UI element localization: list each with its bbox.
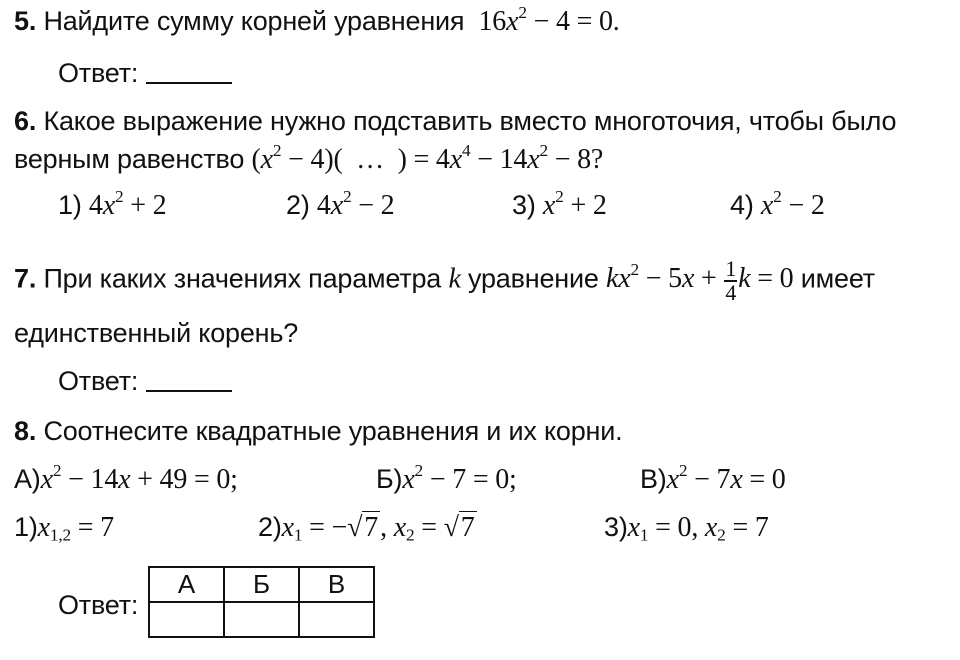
answer-line-7: [58, 366, 232, 397]
equation: $x^2 - 7x = 0$: [666, 460, 786, 495]
equation-v: [640, 460, 786, 496]
table-header-row: [149, 567, 374, 602]
answer-label: Ответ:: [58, 58, 139, 88]
question-text: верным равенство: [14, 144, 245, 174]
answer-label: Ответ:: [58, 366, 139, 396]
answer-blank: [146, 82, 232, 84]
question-text: имеет: [800, 263, 875, 294]
question-text: Соотнесите квадратные уравнения и их корни.: [43, 416, 623, 446]
option-expression: $x^2 + 2$: [542, 186, 607, 221]
root-label: 2): [258, 512, 282, 542]
option-expression: $4x^2 - 2$: [316, 186, 395, 221]
equation: $kx^2 - 5x$ + $\frac{1}{4}$ k = 0: [606, 256, 794, 305]
question-number: 7.: [14, 263, 37, 294]
answer-cell[interactable]: [224, 602, 299, 637]
question-8: [14, 416, 622, 447]
question-text: При каких значениях параметра: [43, 263, 442, 294]
q6-option-1: [58, 186, 167, 222]
q6-option-3: [512, 186, 607, 222]
answer-table: [148, 566, 375, 638]
option-number: 3): [512, 190, 536, 220]
answer-label: Ответ:: [58, 590, 139, 620]
option-expression: $x^2 - 2$: [760, 186, 825, 221]
equation-b: [376, 460, 517, 496]
q6-option-4: [730, 186, 825, 222]
equation-label: В): [640, 464, 667, 494]
equation: $(x^2 - 4)$( … ) = $4x^4 - 14x^2 - 8$?: [251, 140, 604, 175]
equation: $x^2 - 7 = 0$;: [402, 460, 517, 495]
parameter: k: [448, 263, 461, 295]
table-answer-row: [149, 602, 374, 637]
question-number: 5.: [14, 6, 37, 36]
option-expression: $4x^2 + 2$: [88, 186, 167, 221]
table-header: Б: [224, 567, 299, 602]
question-text: уравнение: [467, 263, 599, 294]
roots-3: [604, 512, 769, 544]
option-number: 2): [286, 190, 310, 220]
answer-cell[interactable]: [149, 602, 224, 637]
option-number: 4): [730, 190, 754, 220]
equation-label: А): [14, 464, 41, 494]
roots-1: [14, 512, 114, 544]
question-6-line2: [14, 140, 604, 176]
equation-label: Б): [376, 464, 403, 494]
answer-cell[interactable]: [299, 602, 374, 637]
table-header: А: [149, 567, 224, 602]
question-number: 8.: [14, 416, 37, 446]
equation-a: [14, 460, 238, 496]
roots-2: [258, 512, 477, 544]
q6-option-2: [286, 186, 395, 222]
question-text: Какое выражение нужно подставить вместо многоточия, чтобы было: [43, 106, 897, 136]
equation: $16x^2 - 4 = 0$.: [471, 2, 620, 37]
root-label: 3): [604, 512, 628, 542]
question-7: [14, 258, 875, 304]
fraction: $\frac{1}{4}$: [725, 256, 737, 305]
roots: $x_1 = -√7$, $x_2 = √7$: [281, 512, 475, 545]
question-number: 6.: [14, 106, 37, 136]
answer-line-5: [58, 58, 232, 89]
root-label: 1): [14, 512, 38, 542]
question-7-line2: [14, 318, 298, 349]
question-5: [14, 2, 620, 38]
question-6: [14, 106, 896, 137]
table-header: В: [299, 567, 374, 602]
roots: $x_1 = 0$, $x_2 = 7$: [627, 512, 769, 545]
equation: $x^2 - 14x + 49 = 0$;: [40, 460, 238, 495]
question-text: единственный корень?: [14, 318, 299, 348]
option-number: 1): [58, 190, 82, 220]
answer-label-8: [58, 590, 138, 621]
roots: $x_{1,2} = 7$: [37, 512, 114, 545]
answer-blank: [146, 390, 232, 392]
question-text: Найдите сумму корней уравнения: [43, 6, 465, 36]
